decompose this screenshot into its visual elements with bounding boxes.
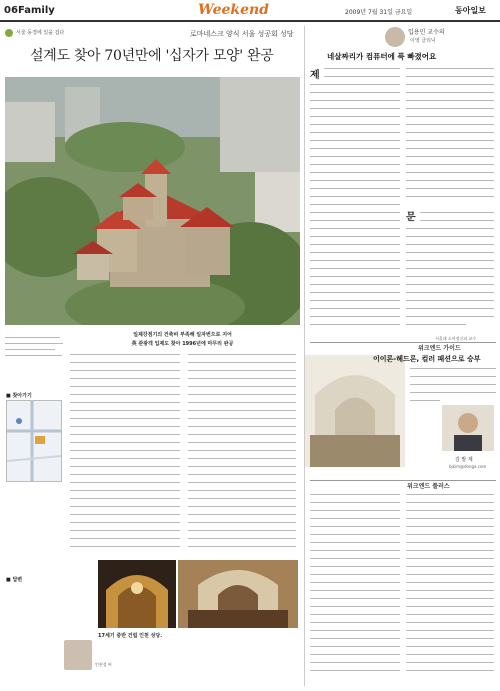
story-deck	[70, 331, 295, 349]
guide-section-label: 위크엔드 가이드	[418, 345, 461, 352]
dropcap-1: 제	[310, 70, 320, 81]
deck-line-1: 일제강점기의 건축비 부족해 일자번으로 지어	[133, 332, 232, 338]
reporter-photo	[64, 640, 92, 670]
info-label: ■ 답변	[6, 577, 23, 583]
map-label: ■ 찾아가기	[6, 393, 32, 399]
plus-section-label: 위크엔드 플러스	[407, 483, 450, 490]
writer-email: bjkim@donga.com	[449, 464, 487, 469]
interior-photo-altar	[98, 560, 176, 628]
column-title: 네살짜리가 컴퓨터에 푹 빠졌어요	[327, 52, 437, 61]
bottom-caption: 17세기 중반 건립 인천 성당.	[98, 633, 163, 639]
column-corner: 입용민 교수의	[408, 29, 445, 36]
story-headline: 설계도 찾아 70년만에 '십자가 모양' 완공	[30, 48, 274, 64]
doctor-photo	[385, 27, 405, 47]
column-body-text	[310, 66, 496, 336]
cathedral-aerial-photo	[5, 77, 300, 325]
writer-name: 김 발 제	[455, 457, 473, 463]
middle-interior-photo	[305, 355, 405, 467]
left-sidebar-text	[5, 335, 65, 385]
header-rule	[0, 20, 500, 22]
story-kicker: 로마네스크 양식 서울 성공회 성당	[190, 30, 294, 38]
plus-body-text	[310, 494, 496, 684]
page-number: 06	[4, 5, 18, 16]
story-body-text	[70, 354, 298, 554]
location-map	[6, 400, 62, 482]
column-separator	[304, 26, 305, 686]
section-divider	[310, 342, 496, 343]
series-tag-text: 서울 동경에 있을 겁다	[16, 30, 65, 36]
dropcap-2: 문	[406, 212, 416, 223]
paper-name: 동아일보	[455, 6, 486, 15]
series-tag	[5, 27, 95, 38]
writer-photo	[442, 405, 494, 451]
page-header	[0, 0, 500, 22]
weekend-logo: Weekend	[198, 2, 269, 18]
series-dot-icon	[5, 29, 13, 37]
section-name: Family	[18, 5, 55, 16]
column-name: 이영 클리닉	[410, 38, 436, 44]
reporter-name: 인천성 씨	[95, 662, 112, 667]
interior-photo-nave	[178, 560, 298, 628]
deck-line-2: 英 관광객 입제도 찾아 1996년에 마무리 완공	[131, 341, 234, 347]
guide-headline: 이이론-헤드론, 컬러 패션으로 승부	[373, 355, 481, 363]
column-sign: 서울대 소아정신과 교수	[435, 336, 477, 341]
section-divider-2	[310, 480, 496, 481]
date-line: 2009년 7월 31일 금요일	[345, 9, 413, 16]
